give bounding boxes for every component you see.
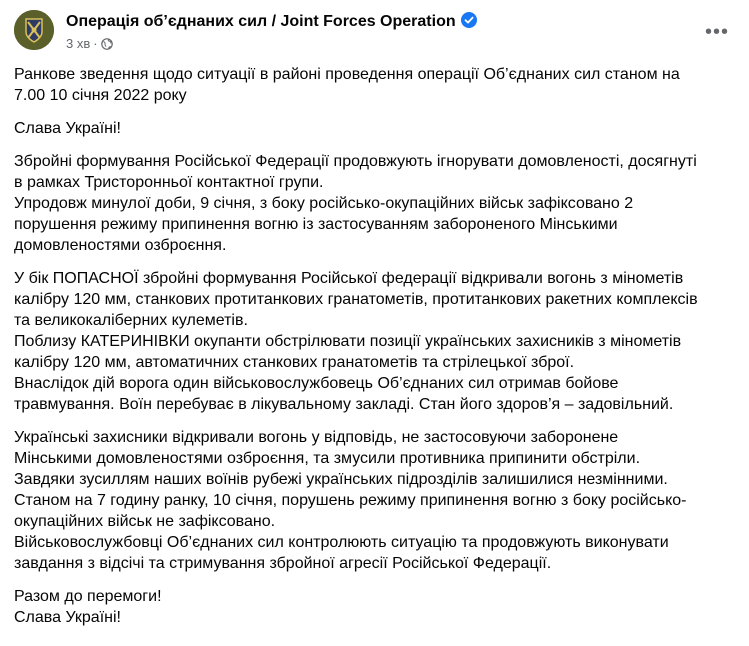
post-text-line: травмування. Воїн перебуває в лікувальному закладі. Стан його здоров’я – задовільний. bbox=[14, 396, 674, 413]
post-text-line: Українські захисники відкривали вогонь у відповідь, не застосовуючи заборонене bbox=[14, 429, 619, 446]
post-text-line: Внаслідок дій ворога один військовослужбовець Об’єднаних сил отримав бойове bbox=[14, 375, 619, 392]
post-text-line: Разом до перемоги! bbox=[14, 588, 162, 605]
post-text bbox=[14, 64, 736, 640]
page-name-link[interactable] bbox=[66, 12, 477, 31]
more-horizontal-icon: ••• bbox=[704, 21, 729, 43]
post-text-line: Збройні формування Російської Федерації продовжують ігнорувати домовленості, досягнуті bbox=[14, 153, 697, 170]
post-text-line: в рамках Тристоронньої контактної групи. bbox=[14, 174, 324, 191]
post-text-line: окупаційних військ не зафіксовано. bbox=[14, 513, 276, 530]
post-text-line: Поблизу КАТЕРИНІВКИ окупанти обстрілювати позиції українських захисників з мінометів bbox=[14, 333, 682, 350]
post-text-line: калібру 120 мм, автоматичних станкових гранатометів та стрілецької зброї. bbox=[14, 354, 575, 371]
post-paragraph bbox=[14, 586, 736, 628]
page-avatar[interactable] bbox=[14, 10, 54, 50]
post-text-line: домовленостями озброєння. bbox=[14, 237, 227, 254]
more-options-button[interactable] bbox=[699, 14, 735, 50]
page-name[interactable]: Операція об’єднаних сил / Joint Forces Operation bbox=[66, 13, 456, 30]
post-paragraph bbox=[14, 268, 736, 415]
post-timestamp[interactable]: 3 хв bbox=[66, 36, 91, 51]
verified-badge-icon bbox=[461, 12, 477, 28]
post-text-line: Слава Україні! bbox=[14, 120, 121, 137]
post-text-line: та великокаліберних кулеметів. bbox=[14, 312, 248, 329]
post-header bbox=[14, 8, 735, 56]
post-text-line: порушення режиму припинення вогню із застосуванням забороненого Мінськими bbox=[14, 216, 618, 233]
post-text-line: Завдяки зусиллям наших воїнів рубежі українських підрозділів залишилися незмінними. bbox=[14, 471, 668, 488]
post-paragraph bbox=[14, 427, 736, 574]
post-text-line: 7.00 10 січня 2022 року bbox=[14, 87, 187, 104]
post-meta bbox=[66, 36, 113, 51]
public-audience-globe-icon[interactable] bbox=[101, 38, 113, 50]
post-text-line: калібру 120 мм, станкових протитанкових гранатометів, протитанкових ракетних комплексів bbox=[14, 291, 698, 308]
post-text-line: Упродовж минулої доби, 9 січня, з боку російсько-окупаційних військ зафіксовано 2 bbox=[14, 195, 634, 212]
post-text-line: У бік ПОПАСНОЇ збройні формування Російської федерації відкривали вогонь з мінометів bbox=[14, 270, 684, 287]
post-paragraph bbox=[14, 151, 736, 256]
post-text-line: Військовослужбовці Об’єднаних сил контролюють ситуацію та продовжують виконувати bbox=[14, 534, 669, 551]
post-text-line: Станом на 7 годину ранку, 10 січня, порушень режиму припинення вогню з боку російсько- bbox=[14, 492, 687, 509]
post-paragraph bbox=[14, 118, 736, 139]
post-text-line: Слава Україні! bbox=[14, 609, 121, 626]
post-text-line: завдання з відсічі та стримування збройної агресії Російської Федерації. bbox=[14, 555, 552, 572]
joint-forces-emblem-icon bbox=[14, 10, 54, 50]
post-text-line: Ранкове зведення щодо ситуації в районі проведення операції Об’єднаних сил станом на bbox=[14, 66, 680, 83]
post-text-line: Мінськими домовленостями озброєння, та змусили противника припинити обстріли. bbox=[14, 450, 641, 467]
meta-separator: · bbox=[93, 36, 98, 51]
post-paragraph bbox=[14, 64, 736, 106]
